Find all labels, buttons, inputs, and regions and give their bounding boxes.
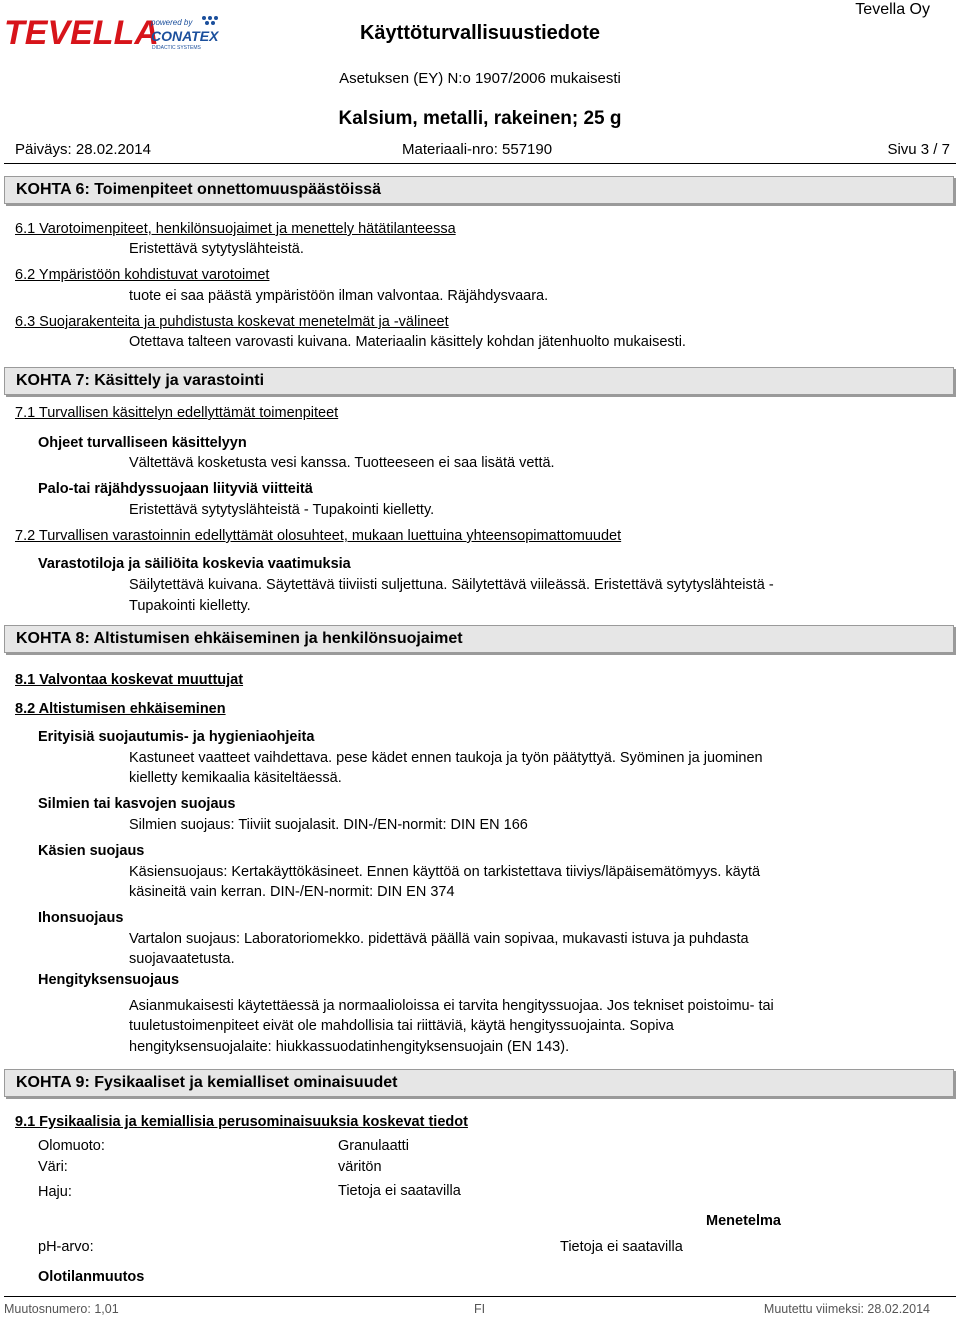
document-title: Käyttöturvallisuustiedote (359, 22, 601, 44)
header-divider (4, 163, 956, 164)
page-number: Sivu 3 / 7 (887, 141, 950, 158)
subsection-6-3-text: Otettava talteen varovasti kuivana. Materiaalin käsittely kohdan jätenhuolto mukaisesti. (129, 334, 686, 350)
section-9-title: KOHTA 9: Fysikaaliset ja kemialliset ominaisuudet (16, 1074, 398, 1091)
fire-protection-text: Eristettävä sytytyslähteistä - Tupakointi kielletty. (129, 502, 435, 518)
storage-label: Varastotiloja ja säiliöita koskevia vaatimuksia (38, 556, 351, 572)
hygiene-text-line-2: kielletty kemikaalia käsiteltäessä. (129, 770, 342, 786)
last-modified: Muutettu viimeksi: 28.02.2014 (763, 1302, 930, 1316)
section-7-title: KOHTA 7: Käsittely ja varastointi (16, 372, 265, 389)
handling-label: Ohjeet turvalliseen käsittelyyn (38, 435, 247, 451)
state-change-label: Olotilanmuutos (38, 1269, 145, 1285)
revision-number: Muutosnumero: 1,01 (4, 1302, 119, 1316)
respiratory-protection-label: Hengityksensuojaus (38, 972, 180, 988)
product-name: Kalsium, metalli, rakeinen; 25 g (338, 108, 622, 129)
subsection-6-2-title: 6.2 Ympäristöön kohdistuvat varotoimet (15, 267, 270, 283)
hand-protection-text-line-1: Käsiensuojaus: Kertakäyttökäsineet. Ennen käyttöä on tarkistettava tiiviys/läpäisemätömyys. käytä (129, 864, 761, 880)
document-date: Päiväys: 28.02.2014 (15, 141, 151, 158)
subsection-6-1-title: 6.1 Varotoimenpiteet, henkilönsuojaimet ja menettely hätätilanteessa (15, 221, 456, 237)
ph-value: Tietoja ei saatavilla (560, 1239, 683, 1255)
eye-protection-text: Silmien suojaus: Tiiviit suojalasit. DIN-/EN-normit: DIN EN 166 (129, 817, 528, 833)
regulation-text: Asetuksen (EY) N:o 1907/2006 mukaisesti (339, 70, 621, 87)
ph-label: pH-arvo: (38, 1239, 94, 1255)
logo-tagline-text: DIDACTIC SYSTEMS (152, 45, 201, 51)
section-6-title: KOHTA 6: Toimenpiteet onnettomuuspäästöissä (16, 181, 382, 198)
respiratory-text-line-3: hengityksensuojalaite: hiukkassuodatinhengityksensuojain (EN 143). (129, 1039, 570, 1055)
subsection-6-1-text: Eristettävä sytytyslähteistä. (129, 241, 304, 257)
skin-protection-text-line-1: Vartalon suojaus: Laboratoriomekko. pidettävä päällä vain sopivaa, mukavasti istuva ja puhdasta (129, 931, 749, 947)
eye-protection-label: Silmien tai kasvojen suojaus (38, 796, 236, 812)
hygiene-label: Erityisiä suojautumis- ja hygieniaohjeita (38, 729, 315, 745)
section-6-header (4, 176, 954, 204)
section-8-title: KOHTA 8: Altistumisen ehkäiseminen ja henkilönsuojaimet (16, 630, 463, 647)
subsection-7-1-title: 7.1 Turvallisen käsittelyn edellyttämät toimenpiteet (15, 405, 339, 421)
language-code: FI (474, 1302, 486, 1316)
company-name: Tevella Oy (855, 1, 930, 18)
skin-protection-label: Ihonsuojaus (38, 910, 124, 926)
method-column-header: Menetelma (706, 1213, 781, 1229)
subsection-6-2-text: tuote ei saa päästä ympäristöön ilman valvontaa. Räjähdysvaara. (129, 288, 549, 304)
material-number: Materiaali-nro: 557190 (402, 141, 553, 158)
hand-protection-text-line-2: käsineitä vain kerran. DIN-/EN-normit: DIN EN 374 (129, 884, 455, 900)
fire-protection-label: Palo-tai räjähdyssuojaan liityviä viitteitä (38, 481, 313, 497)
skin-protection-text-line-2: suojavaatetusta. (129, 951, 235, 967)
handling-text: Vältettävä kosketusta vesi kanssa. Tuotteeseen ei saa lisätä vettä. (129, 455, 555, 471)
subsection-7-2-title: 7.2 Turvallisen varastoinnin edellyttämät olosuhteet, mukaan luettuina yhteensopimattomuudet (15, 528, 622, 544)
storage-text-line-1: Säilytettävä kuivana. Säytettävä tiiviisti suljettuna. Säilytettävä viileässä. Eristettävä sytytyslähteistä - (129, 577, 774, 593)
section-9-header (4, 1069, 954, 1097)
footer-divider (4, 1296, 956, 1297)
respiratory-text-line-1: Asianmukaisesti käytettäessä ja normaalioloissa ei tarvita hengityssuojaa. Jos tekniset poistoimu- tai (129, 998, 774, 1014)
odor-value: Tietoja ei saatavilla (338, 1183, 461, 1199)
form-label: Olomuoto: (38, 1138, 105, 1154)
subsection-8-1-title: 8.1 Valvontaa koskevat muuttujat (15, 672, 244, 688)
section-7-header (4, 367, 954, 395)
subsection-6-3-title: 6.3 Suojarakenteita ja puhdistusta koskevat menetelmät ja -välineet (15, 314, 449, 330)
hand-protection-label: Käsien suojaus (38, 843, 145, 859)
storage-text-line-2: Tupakointi kielletty. (129, 598, 251, 614)
logo-partner-text: CONATEX (151, 28, 219, 44)
color-label: Väri: (38, 1159, 68, 1175)
logo-brand-text: TEVELLA (4, 14, 159, 52)
section-8-header (4, 625, 954, 653)
form-value: Granulaatti (338, 1138, 409, 1154)
hygiene-text-line-1: Kastuneet vaatteet vaihdettava. pese kädet ennen taukoja ja työn päätyttyä. Syöminen ja juominen (129, 750, 763, 766)
color-value: väritön (338, 1159, 382, 1175)
logo-powered-text: powered by (151, 18, 193, 27)
subsection-9-1-title: 9.1 Fysikaalisia ja kemiallisia perusominaisuuksia koskevat tiedot (15, 1114, 468, 1130)
respiratory-text-line-2: tuuletustoimenpiteet eivät ole mahdollisia tai riittäviä, käytä hengityssuojainta. Sopiva (129, 1018, 674, 1034)
odor-label: Haju: (38, 1184, 72, 1200)
subsection-8-2-title: 8.2 Altistumisen ehkäiseminen (15, 701, 226, 717)
